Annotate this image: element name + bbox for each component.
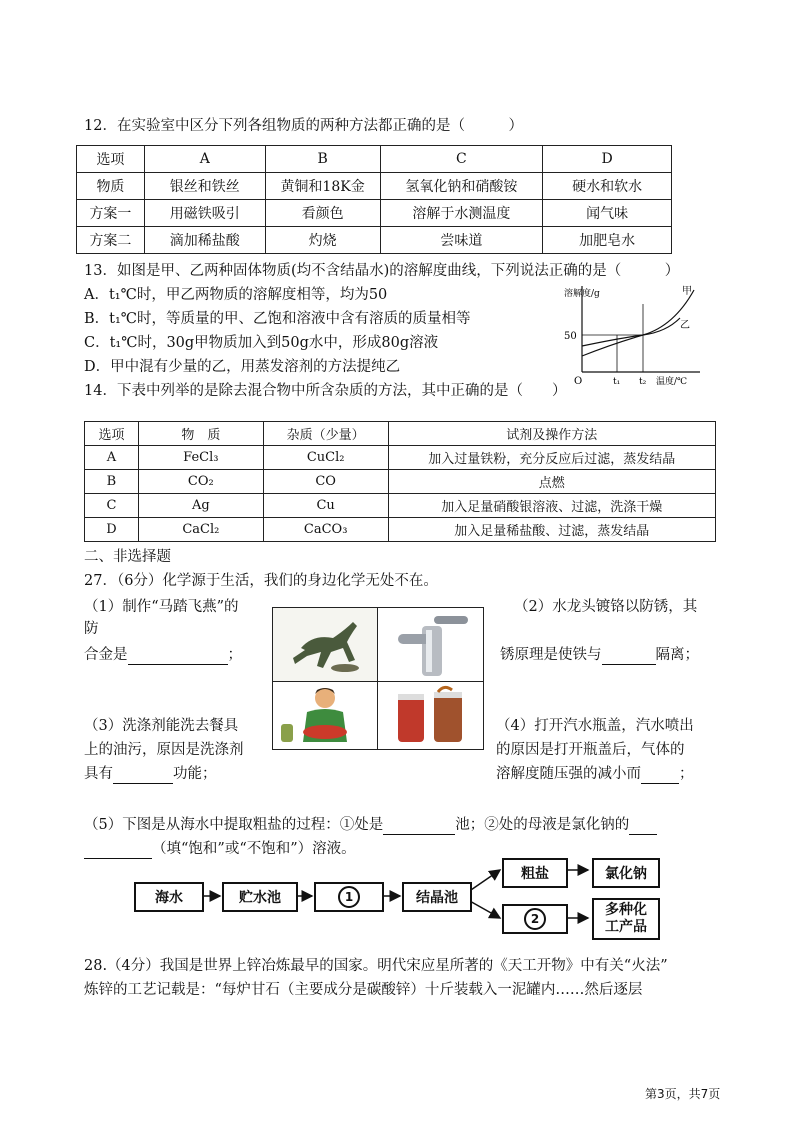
- table-cell: 方案二: [77, 227, 145, 254]
- q27-p4-line3: [496, 764, 694, 784]
- table-cell: 灼烧: [265, 227, 380, 254]
- flow-step1: [314, 882, 384, 912]
- answer-blank[interactable]: [383, 820, 455, 835]
- dishwashing-image: [272, 681, 378, 750]
- t2-label: t₂: [639, 377, 647, 387]
- table-cell: D: [85, 518, 139, 542]
- table-cell: B: [85, 470, 139, 494]
- flow-storage: 贮水池: [222, 882, 298, 912]
- q14-stem: 14．下表中列举的是除去混合物中所含杂质的方法，其中正确的是（ ）: [84, 383, 567, 399]
- table-cell: 看颜色: [265, 200, 380, 227]
- curve-b-label: 乙: [680, 320, 690, 331]
- q27-p3-line2: 上的油污，原因是洗涤剂: [84, 742, 244, 758]
- origin-label: O: [574, 376, 583, 387]
- table-header-row: [77, 146, 672, 173]
- q27-p5-line1: [84, 815, 657, 835]
- table-row: [85, 470, 716, 494]
- x-axis-label: 温度/℃: [656, 377, 688, 387]
- table-header-row: [85, 422, 716, 446]
- q27-p3-text: 具有: [84, 766, 113, 782]
- q13-stem: 13．如图是甲、乙两种固体物质(均不含结晶水)的溶解度曲线，下列说法正确的是（ ）: [84, 263, 680, 279]
- q28-line1: 28.（4分）我国是世界上锌冶炼最早的国家。明代宋应星所著的《天工开物》中有关“火法”: [84, 958, 668, 974]
- q13-option-d: D．甲中混有少量的乙，用蒸发溶剂的方法提纯乙: [84, 359, 401, 375]
- table-cell: B: [265, 146, 380, 173]
- q27-p1-line3: [84, 645, 242, 665]
- q27-p4-line2: 的原因是打开瓶盖后，气体的: [496, 742, 685, 758]
- step2-circle: 2: [524, 908, 546, 930]
- answer-blank[interactable]: [113, 769, 173, 784]
- flow-products: [592, 898, 660, 940]
- q13-option-a: A．t₁℃时，甲乙两物质的溶解度相等，均为50: [84, 287, 388, 303]
- table-row: [85, 446, 716, 470]
- table-cell: Ag: [138, 494, 263, 518]
- table-cell: 物 质: [138, 422, 263, 446]
- table-cell: CuCl₂: [263, 446, 388, 470]
- products-line1: 多种化: [605, 902, 647, 918]
- q27-p1-line1: （1）制作“马踏飞燕”的: [84, 599, 239, 615]
- table-row: [85, 494, 716, 518]
- q27-p5-text2: 池；②处的母液是氯化钠的: [455, 817, 630, 833]
- table-cell: 加入过量铁粉，充分反应后过滤，蒸发结晶: [388, 446, 715, 470]
- person-washing-icon: [273, 682, 377, 749]
- table-cell: 尝味道: [380, 227, 543, 254]
- page-number: 第3页，共7页: [645, 1087, 721, 1101]
- step1-circle: 1: [338, 886, 360, 908]
- table-cell: 闻气味: [543, 200, 672, 227]
- soda-can-icon: [378, 682, 483, 749]
- products-line2: 工产品: [605, 919, 647, 935]
- faucet-icon: [378, 608, 483, 681]
- answer-blank[interactable]: [641, 769, 679, 784]
- solubility-graph: [540, 282, 710, 390]
- flow-crystal: 结晶池: [402, 882, 472, 912]
- q13-option-c: C．t₁℃时，30g甲物质加入到50g水中，形成80g溶液: [84, 335, 439, 351]
- table-cell: 溶解于水测温度: [380, 200, 543, 227]
- table-cell: 杂质（少量）: [263, 422, 388, 446]
- q27-p1-line2: 防: [84, 621, 99, 637]
- curve-b: [582, 318, 680, 346]
- q13-option-b: B．t₁℃时，等质量的甲、乙饱和溶液中含有溶质的质量相等: [84, 311, 471, 327]
- table-cell: C: [85, 494, 139, 518]
- table-cell: 物质: [77, 173, 145, 200]
- table-cell: 选项: [85, 422, 139, 446]
- table-cell: C: [380, 146, 543, 173]
- table-cell: D: [543, 146, 672, 173]
- q27-p1-text: 合金是: [84, 647, 128, 663]
- q27-p3-after: 功能；: [173, 766, 217, 782]
- flow-crude: 粗盐: [502, 858, 568, 888]
- flow-seawater: 海水: [134, 882, 204, 912]
- q12-table: [76, 145, 672, 254]
- q14-table: [84, 421, 716, 542]
- table-cell: 用磁铁吸引: [144, 200, 265, 227]
- y-axis-label: 溶解度/g: [564, 289, 600, 299]
- table-cell: 黄铜和18K金: [265, 173, 380, 200]
- faucet-image: [377, 607, 484, 682]
- flow-step2: [502, 904, 568, 934]
- table-cell: Cu: [263, 494, 388, 518]
- curve-a-label: 甲: [682, 286, 692, 297]
- table-cell: 加入足量硝酸银溶液、过滤，洗涤干燥: [388, 494, 715, 518]
- q27-p1-after: ；: [227, 647, 242, 663]
- soda-cans-image: [377, 681, 484, 750]
- table-cell: CaCl₂: [138, 518, 263, 542]
- curve-a: [582, 290, 694, 356]
- q27-p2-line1: （2）水龙头镀铬以防锈，其: [514, 599, 698, 615]
- answer-blank[interactable]: [602, 650, 656, 665]
- table-cell: 滴加稀盐酸: [144, 227, 265, 254]
- flow-nacl: 氯化钠: [592, 858, 660, 888]
- table-cell: 点燃: [388, 470, 715, 494]
- q27-p2-line2: [500, 645, 699, 665]
- answer-blank[interactable]: [629, 820, 657, 835]
- flow-arrows: [130, 852, 670, 948]
- section-title: 二、非选择题: [84, 549, 171, 565]
- table-cell: CO₂: [138, 470, 263, 494]
- q28-line2: 炼锌的工艺记载是：“每炉甘石（主要成分是碳酸锌）十斤装载入一泥罐内……然后逐层: [84, 982, 643, 998]
- table-cell: 银丝和铁丝: [144, 173, 265, 200]
- q27-p2-after: 隔离；: [655, 647, 699, 663]
- tick-50: 50: [564, 331, 577, 342]
- table-cell: 方案一: [77, 200, 145, 227]
- table-cell: A: [144, 146, 265, 173]
- table-row: [77, 173, 672, 200]
- table-cell: 选项: [77, 146, 145, 173]
- q27-p5-text: （5）下图是从海水中提取粗盐的过程：①处是: [84, 817, 384, 833]
- table-cell: 试剂及操作方法: [388, 422, 715, 446]
- q27-p3-line1: （3）洗涤剂能洗去餐具: [84, 718, 239, 734]
- arrow: [468, 870, 500, 892]
- table-row: [77, 200, 672, 227]
- table-cell: A: [85, 446, 139, 470]
- q12-stem: 12．在实验室中区分下列各组物质的两种方法都正确的是（ ）: [84, 118, 523, 134]
- table-row: [85, 518, 716, 542]
- horse-icon: [273, 608, 377, 681]
- q27-p5-text3: （填“饱和”或“不饱和”）溶液。: [152, 841, 356, 857]
- table-cell: FeCl₃: [138, 446, 263, 470]
- table-cell: CO: [263, 470, 388, 494]
- horse-statue-image: [272, 607, 378, 682]
- answer-blank[interactable]: [128, 650, 228, 665]
- table-cell: CaCO₃: [263, 518, 388, 542]
- table-cell: 加入足量稀盐酸、过滤，蒸发结晶: [388, 518, 715, 542]
- q27-stem: 27．（6分）化学源于生活，我们的身边化学无处不在。: [84, 573, 438, 589]
- q27-p4-line1: （4）打开汽水瓶盖，汽水喷出: [496, 718, 694, 734]
- table-cell: 氢氧化钠和硝酸铵: [380, 173, 543, 200]
- arrow: [468, 900, 500, 918]
- q27-p2-text: 锈原理是使铁与: [500, 647, 602, 663]
- q27-p3-line3: [84, 764, 217, 784]
- table-row: [77, 227, 672, 254]
- table-cell: 加肥皂水: [543, 227, 672, 254]
- q27-p4-text: 溶解度随压强的减小而: [496, 766, 641, 782]
- q27-p4-after: ；: [679, 766, 694, 782]
- t1-label: t₁: [613, 377, 621, 387]
- table-cell: 硬水和软水: [543, 173, 672, 200]
